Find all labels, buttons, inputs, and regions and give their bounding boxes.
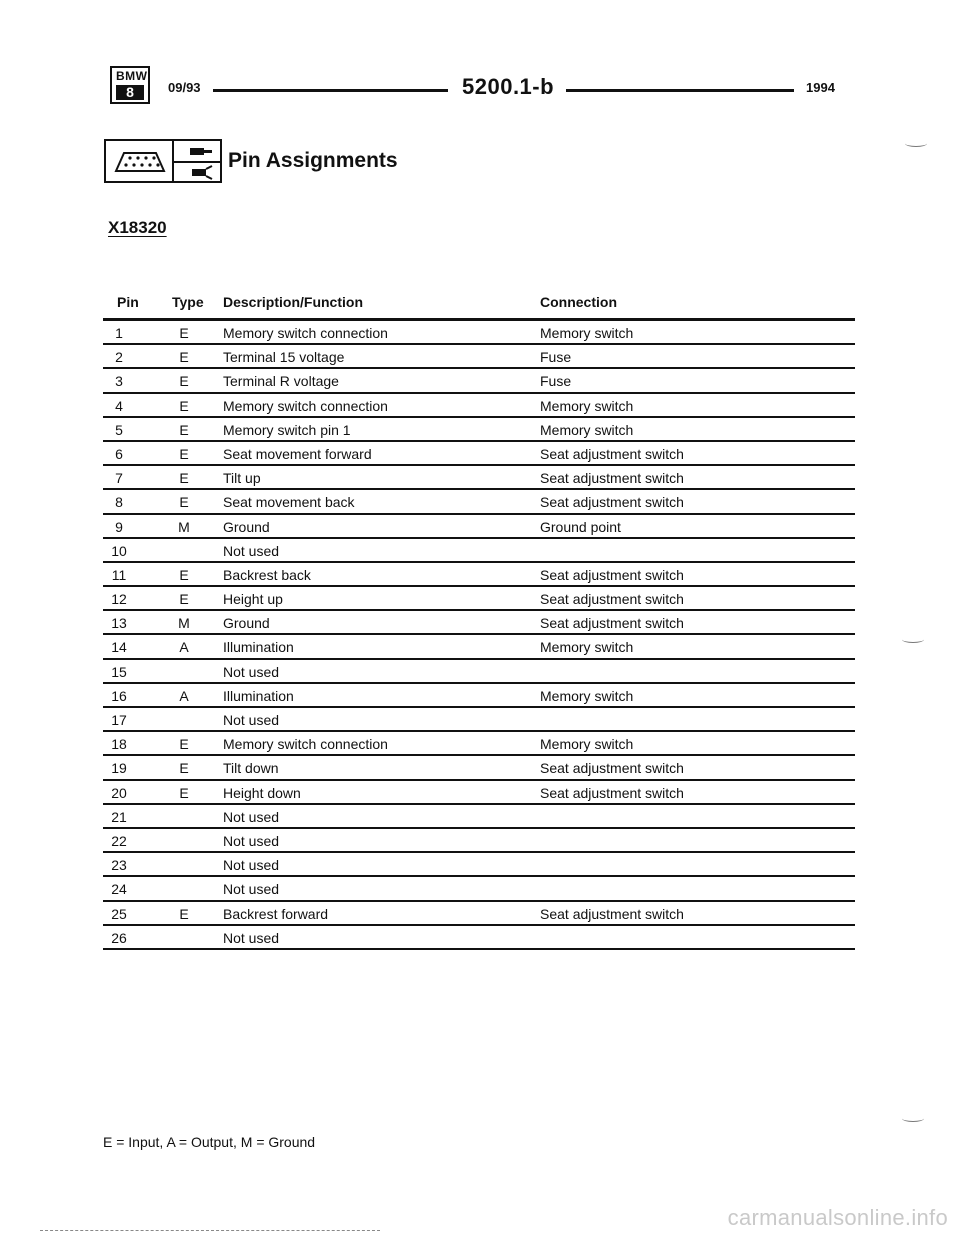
pin-cell: 16	[111, 687, 127, 704]
column-header-description: Description/Function	[223, 294, 363, 310]
pin-cell: 11	[111, 566, 127, 583]
pin-cell: 7	[115, 470, 123, 487]
pin-cell: 17	[111, 712, 127, 728]
pin-cell: 1	[115, 325, 123, 341]
pin-cell: 19	[111, 760, 127, 777]
table-row	[103, 732, 855, 756]
table-row	[103, 926, 855, 950]
connection-cell: Memory switch	[540, 421, 634, 438]
table-header	[103, 292, 855, 318]
connection-cell: Seat adjustment switch	[540, 760, 684, 777]
table-row	[103, 805, 855, 829]
table-row	[103, 660, 855, 684]
type-cell: E	[179, 470, 189, 487]
type-cell: M	[178, 518, 190, 535]
connection-cell: Seat adjustment switch	[540, 470, 684, 487]
table-row	[103, 563, 855, 587]
header-date: 09/93	[168, 80, 201, 95]
description-cell: Memory switch connection	[223, 736, 388, 753]
connection-cell: Seat adjustment switch	[540, 905, 684, 922]
table-body	[103, 321, 855, 950]
table-row	[103, 829, 855, 853]
type-cell: E	[179, 760, 189, 777]
type-cell: A	[179, 687, 189, 704]
table-row	[103, 902, 855, 926]
table-row	[103, 877, 855, 901]
description-cell: Terminal R voltage	[223, 373, 339, 390]
pin-cell: 13	[111, 615, 127, 632]
description-cell: Backrest forward	[223, 905, 329, 922]
type-cell: E	[179, 373, 189, 390]
description-cell: Ground	[223, 518, 270, 535]
description-cell: Height up	[223, 591, 283, 608]
type-cell: E	[179, 349, 189, 366]
table-row	[103, 781, 855, 805]
scan-edge-marks	[40, 1230, 380, 1232]
connection-cell: Memory switch	[540, 736, 634, 753]
scan-speck	[902, 636, 924, 643]
description-cell: Illumination	[223, 639, 294, 656]
type-cell: E	[179, 784, 189, 801]
pin-cell: 23	[111, 857, 127, 874]
pin-cell: 12	[111, 591, 127, 608]
connection-cell: Memory switch	[540, 687, 634, 704]
description-cell: Not used	[223, 808, 280, 825]
table-row	[103, 515, 855, 539]
pin-cell: 21	[111, 808, 127, 825]
table-row	[103, 635, 855, 659]
description-cell: Memory switch connection	[223, 397, 388, 414]
type-cell: E	[179, 566, 189, 583]
connection-cell: Seat adjustment switch	[540, 784, 684, 801]
connection-cell: Seat adjustment switch	[540, 494, 684, 511]
connector-plug-icon	[110, 143, 170, 179]
table-row	[103, 587, 855, 611]
pin-cell: 2	[115, 349, 123, 366]
description-cell: Not used	[223, 542, 280, 559]
pin-cell: 26	[111, 929, 127, 946]
connection-cell: Memory switch	[540, 639, 634, 656]
type-cell: E	[179, 494, 189, 511]
description-cell: Height down	[223, 784, 301, 801]
pin-cell: 6	[115, 445, 123, 462]
description-cell: Memory switch pin 1	[223, 421, 351, 438]
column-header-type: Type	[172, 294, 204, 310]
description-cell: Ground	[223, 615, 270, 632]
table-row	[103, 611, 855, 635]
pin-cell: 5	[115, 421, 123, 438]
table-row	[103, 708, 855, 732]
table-row	[103, 684, 855, 708]
bmw-series-logo	[110, 66, 150, 104]
pin-cell: 22	[111, 832, 127, 849]
table-row	[103, 490, 855, 514]
column-header-pin: Pin	[117, 294, 139, 310]
pin-cell: 4	[115, 397, 123, 414]
type-cell: E	[179, 397, 189, 414]
pin-output-icon	[176, 143, 222, 161]
description-cell: Tilt up	[223, 470, 261, 487]
description-cell: Terminal 15 voltage	[223, 349, 345, 366]
table-row	[103, 853, 855, 877]
header-rule-right	[566, 89, 794, 92]
brand-label: BMW	[116, 69, 148, 83]
type-cell: E	[179, 736, 189, 753]
type-cell: E	[179, 905, 189, 922]
series-label: 8	[116, 85, 144, 100]
watermark: carmanualsonline.info	[727, 1205, 948, 1230]
type-cell: E	[179, 325, 189, 341]
type-cell: E	[179, 421, 189, 438]
pin-cell: 9	[115, 518, 123, 535]
pin-cell: 25	[111, 905, 127, 922]
description-cell: Tilt down	[223, 760, 279, 777]
connection-cell: Seat adjustment switch	[540, 615, 684, 632]
connection-cell: Memory switch	[540, 325, 634, 341]
header-year: 1994	[806, 80, 835, 95]
description-cell: Illumination	[223, 687, 294, 704]
pin-cell: 15	[111, 663, 127, 680]
pin-cell: 14	[111, 639, 127, 656]
pin-cell: 24	[111, 881, 127, 898]
description-cell: Not used	[223, 881, 280, 898]
table-row	[103, 466, 855, 490]
table-row	[103, 539, 855, 563]
pin-cell: 8	[115, 494, 123, 511]
type-cell: A	[179, 639, 189, 656]
connector-pin-icon	[104, 139, 222, 183]
section-title: Pin Assignments	[228, 149, 398, 172]
connection-cell: Seat adjustment switch	[540, 445, 684, 462]
table-row	[103, 394, 855, 418]
type-legend-footnote: E = Input, A = Output, M = Ground	[103, 1134, 316, 1150]
connection-cell: Seat adjustment switch	[540, 591, 684, 608]
table-row	[103, 369, 855, 393]
pin-input-icon	[176, 163, 222, 181]
connector-id: X18320	[108, 218, 167, 237]
pin-cell: 3	[115, 373, 123, 390]
header-rule-left	[213, 89, 448, 92]
description-cell: Memory switch connection	[223, 325, 388, 341]
connection-cell: Ground point	[540, 518, 621, 535]
description-cell: Seat movement back	[223, 494, 355, 511]
description-cell: Not used	[223, 857, 280, 874]
pin-cell: 10	[111, 542, 127, 559]
pin-cell: 20	[111, 784, 127, 801]
scan-speck	[902, 1115, 924, 1122]
type-cell: M	[178, 615, 190, 632]
document-number: 5200.1-b	[462, 74, 555, 99]
description-cell: Not used	[223, 929, 280, 946]
table-row	[103, 321, 855, 345]
table-row	[103, 345, 855, 369]
connection-cell: Fuse	[540, 349, 572, 366]
connection-cell: Memory switch	[540, 397, 634, 414]
pin-cell: 18	[111, 736, 127, 753]
description-cell: Not used	[223, 663, 280, 680]
description-cell: Backrest back	[223, 566, 311, 583]
pin-assignment-table	[103, 292, 855, 950]
type-cell: E	[179, 445, 189, 462]
scan-speck	[905, 140, 927, 147]
connection-cell: Fuse	[540, 373, 572, 390]
table-row	[103, 442, 855, 466]
description-cell: Seat movement forward	[223, 445, 372, 462]
description-cell: Not used	[223, 712, 280, 728]
connection-cell: Seat adjustment switch	[540, 566, 684, 583]
table-row	[103, 418, 855, 442]
type-cell: E	[179, 591, 189, 608]
description-cell: Not used	[223, 832, 280, 849]
table-row	[103, 756, 855, 780]
column-header-connection: Connection	[540, 294, 617, 310]
